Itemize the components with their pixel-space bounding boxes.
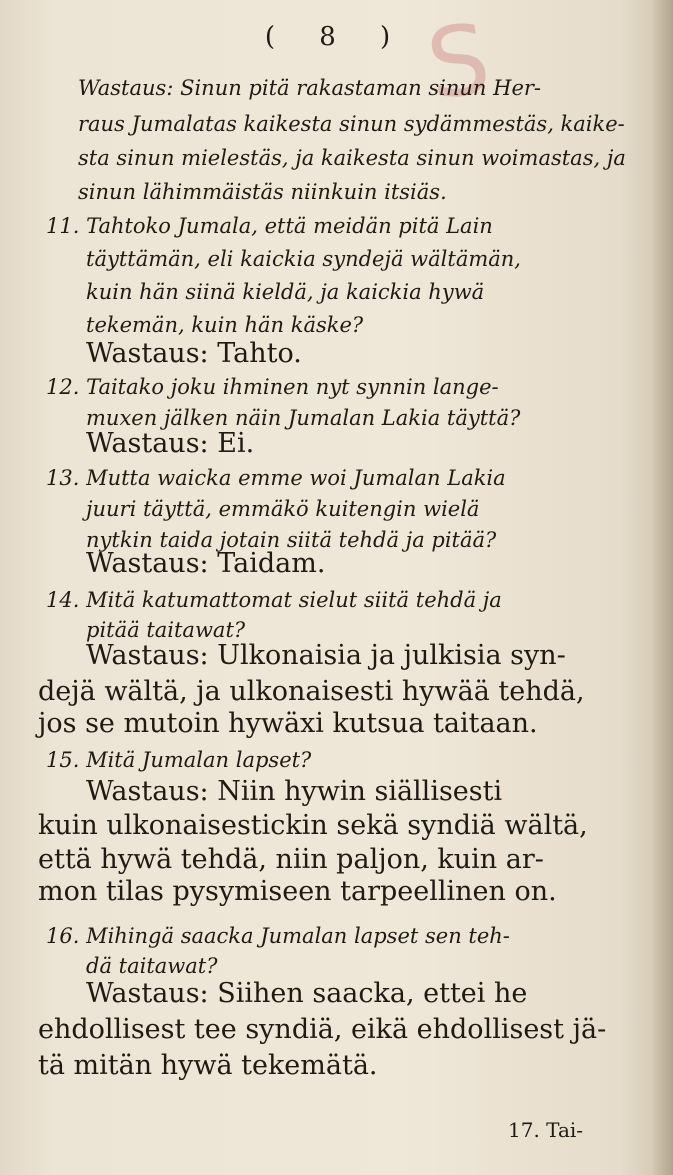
text-line: Wastaus: Siihen saacka, ettei he <box>86 978 528 1009</box>
text-line: jos se mutoin hywäxi kutsua taitaan. <box>38 708 538 739</box>
text-line: Wastaus: Niin hywin siällisesti <box>86 776 503 807</box>
text-line: 14. Mitä katumattomat sielut siitä tehdä ja <box>46 588 502 612</box>
text-line: sta sinun mielestäs, ja kaikesta sinun woimastas, ja <box>78 146 626 170</box>
text-line: tekemän, kuin hän käske? <box>86 313 364 337</box>
text-line: 15. Mitä Jumalan lapset? <box>46 748 312 772</box>
text-line: nytkin taida jotain siitä tehdä ja pitää? <box>86 528 497 552</box>
page-number: ( 8 ) <box>264 22 409 52</box>
text-line: 12. Taitako joku ihminen nyt synnin lange- <box>46 375 499 399</box>
text-line: Wastaus: Sinun pitä rakastaman sinun Her- <box>78 76 542 100</box>
text-line: dejä wältä, ja ulkonaisesti hywää tehdä, <box>38 676 585 707</box>
page-edge-shadow <box>651 0 673 1175</box>
text-line: 13. Mutta waicka emme woi Jumalan Lakia <box>46 466 506 490</box>
text-line: ehdollisest tee syndiä, eikä ehdollisest jä- <box>38 1014 607 1045</box>
text-line: Wastaus: Ei. <box>86 428 255 459</box>
text-line: raus Jumalatas kaikesta sinun sydämmestäs, kaike- <box>78 112 625 136</box>
text-line: 11. Tahtoko Jumala, että meidän pitä Lain <box>46 214 493 238</box>
text-line: juuri täyttä, emmäkö kuitengin wielä <box>86 497 480 521</box>
pencil-mark: S <box>420 2 497 122</box>
text-line: kuin ulkonaisestickin sekä syndiä wältä, <box>38 810 588 841</box>
text-line: muxen jälken näin Jumalan Lakia täyttä? <box>86 406 521 430</box>
text-line: että hywä tehdä, niin paljon, kuin ar- <box>38 844 544 875</box>
catchword: 17. Tai- <box>508 1118 584 1142</box>
text-line: tä mitän hywä tekemätä. <box>38 1050 378 1081</box>
text-line: sinun lähimmäistäs niinkuin itsiäs. <box>78 180 447 204</box>
text-line: dä taitawat? <box>86 954 218 978</box>
text-line: mon tilas pysymiseen tarpeellinen on. <box>38 876 557 907</box>
text-line: kuin hän siinä kieldä, ja kaickia hywä <box>86 280 485 304</box>
text-line: Wastaus: Taidam. <box>86 548 326 579</box>
text-line: täyttämän, eli kaickia syndejä wältämän, <box>86 247 521 271</box>
text-line: pitää taitawat? <box>86 618 246 642</box>
text-line: Wastaus: Ulkonaisia ja julkisia syn- <box>86 640 566 671</box>
text-line: Wastaus: Tahto. <box>86 338 302 369</box>
text-line: 16. Mihingä saacka Jumalan lapset sen teh- <box>46 924 510 948</box>
